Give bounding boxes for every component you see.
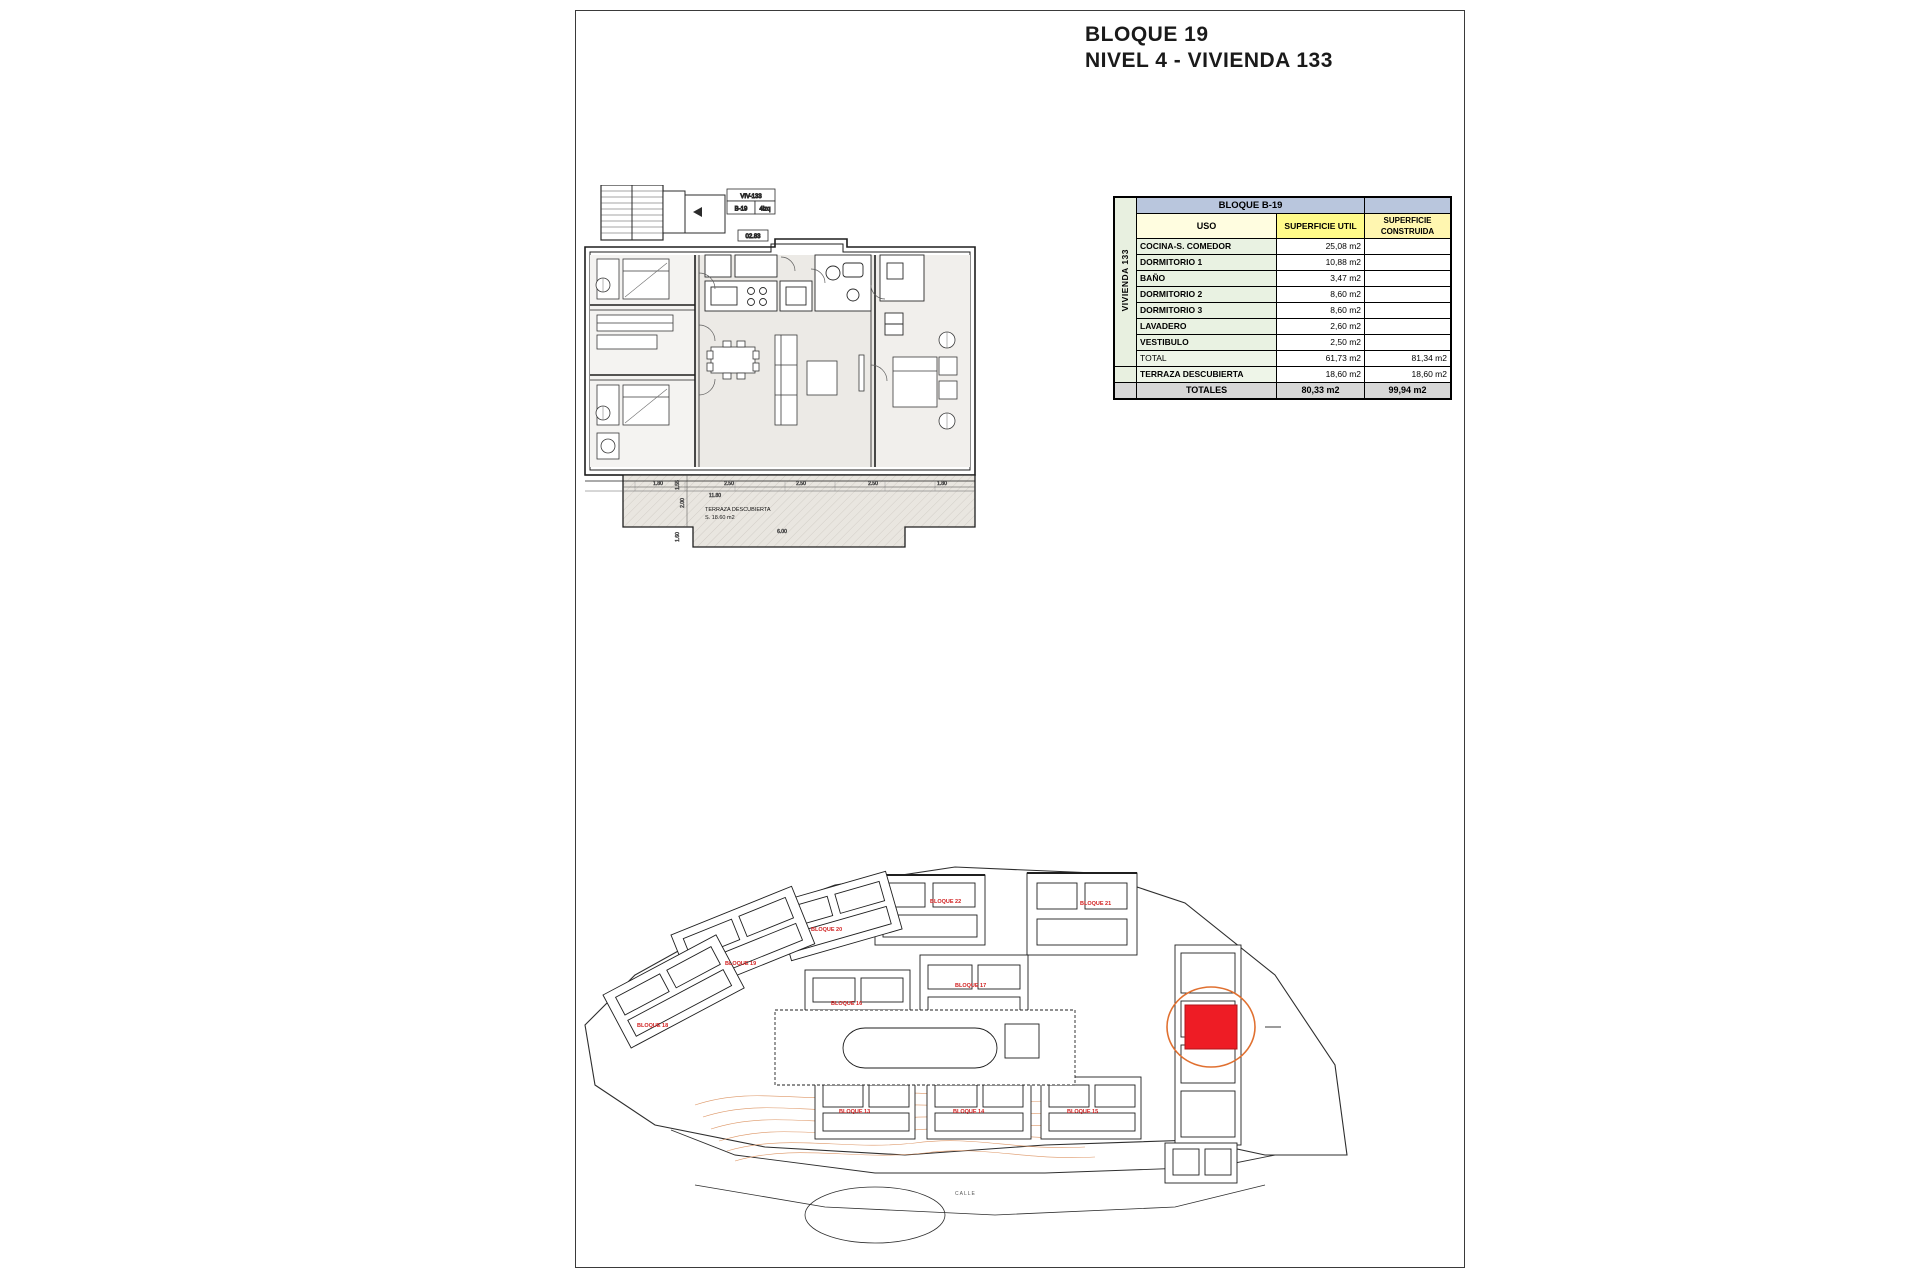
- site-block-label: BLOQUE 17: [955, 983, 987, 989]
- column-header-construida: SUPERFICIE CONSTRUIDA: [1365, 214, 1451, 239]
- table-row-block-header: [1115, 198, 1451, 214]
- row-util: 25,08 m2: [1277, 239, 1365, 255]
- svg-text:11.80: 11.80: [708, 493, 722, 499]
- highlighted-unit: [1185, 1005, 1237, 1049]
- row-util: 10,88 m2: [1277, 255, 1365, 271]
- svg-text:2.00: 2.00: [680, 498, 686, 508]
- site-block-label: BLOQUE 16: [831, 1001, 863, 1007]
- table-row: [1115, 255, 1451, 271]
- svg-text:2.50: 2.50: [868, 481, 878, 487]
- svg-text:1.80: 1.80: [653, 481, 663, 487]
- title-block: [1085, 22, 1455, 74]
- street-label: CALLE: [955, 1191, 976, 1197]
- totales-util: 80,33 m2: [1277, 383, 1365, 399]
- site-block-label: BLOQUE 22: [930, 899, 962, 905]
- row-util: 8,60 m2: [1277, 287, 1365, 303]
- row-uso: COCINA-S. COMEDOR: [1137, 239, 1277, 255]
- row-uso: VESTIBULO: [1137, 335, 1277, 351]
- row-uso: DORMITORIO 2: [1137, 287, 1277, 303]
- table-row-totales: [1115, 383, 1451, 399]
- svg-text:02.83: 02.83: [745, 234, 761, 240]
- totales-spacer: [1115, 383, 1137, 399]
- block-header-cell: BLOQUE B-19: [1137, 198, 1365, 214]
- site-block-label: BLOQUE 14: [953, 1109, 985, 1115]
- row-construida: [1365, 239, 1451, 255]
- row-construida: [1365, 335, 1451, 351]
- svg-text:VIV-133: VIV-133: [740, 194, 762, 200]
- svg-text:TERRAZA DESCUBIERTA: TERRAZA DESCUBIERTA: [705, 507, 771, 513]
- table-row: [1115, 335, 1451, 351]
- row-construida: [1365, 287, 1451, 303]
- svg-text:S. 18.60 m2: S. 18.60 m2: [705, 515, 735, 521]
- table-row: [1115, 287, 1451, 303]
- totales-label: TOTALES: [1137, 383, 1277, 399]
- row-uso: DORMITORIO 1: [1137, 255, 1277, 271]
- row-construida: [1365, 271, 1451, 287]
- site-block-label: BLOQUE 13: [839, 1109, 871, 1115]
- svg-text:2.50: 2.50: [724, 481, 734, 487]
- row-construida: [1365, 319, 1451, 335]
- column-header-util: SUPERFICIE UTIL: [1277, 214, 1365, 239]
- terrace-util: 18,60 m2: [1277, 367, 1365, 383]
- svg-text:B-19: B-19: [734, 206, 748, 213]
- site-block-label: BLOQUE 19: [725, 961, 757, 967]
- row-util: 2,60 m2: [1277, 319, 1365, 335]
- title-line-2: NIVEL 4 - VIVIENDA 133: [1085, 49, 1333, 72]
- total-util: 61,73 m2: [1277, 351, 1365, 367]
- table-row-column-headers: [1115, 214, 1451, 239]
- floor-plan-drawing: [575, 185, 1105, 655]
- column-header-uso: USO: [1137, 214, 1277, 239]
- row-util: 8,60 m2: [1277, 303, 1365, 319]
- svg-text:4izq: 4izq: [759, 206, 771, 213]
- table-row: [1115, 319, 1451, 335]
- table-row-terrace: [1115, 367, 1451, 383]
- surface-area-table: [1113, 196, 1452, 400]
- site-block-label: BLOQUE 18: [637, 1023, 669, 1029]
- spacer-vert-cell: [1115, 367, 1137, 383]
- svg-text:6.00: 6.00: [777, 529, 787, 535]
- site-plan-drawing: [575, 855, 1465, 1265]
- title-line-1: BLOQUE 19: [1085, 23, 1209, 46]
- terrace-construida: 18,60 m2: [1365, 367, 1451, 383]
- row-util: 2,50 m2: [1277, 335, 1365, 351]
- vivienda-vertical-label: VIVIENDA 133: [1115, 198, 1137, 367]
- table-row-total: [1115, 351, 1451, 367]
- table-row: [1115, 239, 1451, 255]
- block-header-cell-right: [1365, 198, 1451, 214]
- svg-text:1.80: 1.80: [937, 481, 947, 487]
- row-uso: BAÑO: [1137, 271, 1277, 287]
- row-construida: [1365, 303, 1451, 319]
- total-construida: 81,34 m2: [1365, 351, 1451, 367]
- site-block-label: BLOQUE 15: [1067, 1109, 1099, 1115]
- terrace-label: TERRAZA DESCUBIERTA: [1137, 367, 1277, 383]
- row-construida: [1365, 255, 1451, 271]
- row-uso: LAVADERO: [1137, 319, 1277, 335]
- table-row: [1115, 303, 1451, 319]
- svg-text:1.55: 1.55: [675, 480, 681, 490]
- table-row: [1115, 271, 1451, 287]
- svg-text:1.60: 1.60: [675, 532, 681, 542]
- row-uso: DORMITORIO 3: [1137, 303, 1277, 319]
- site-block-label: BLOQUE 20: [811, 927, 843, 933]
- row-util: 3,47 m2: [1277, 271, 1365, 287]
- totales-construida: 99,94 m2: [1365, 383, 1451, 399]
- svg-text:2.50: 2.50: [796, 481, 806, 487]
- total-label: TOTAL: [1137, 351, 1277, 367]
- site-block-label: BLOQUE 21: [1080, 901, 1112, 907]
